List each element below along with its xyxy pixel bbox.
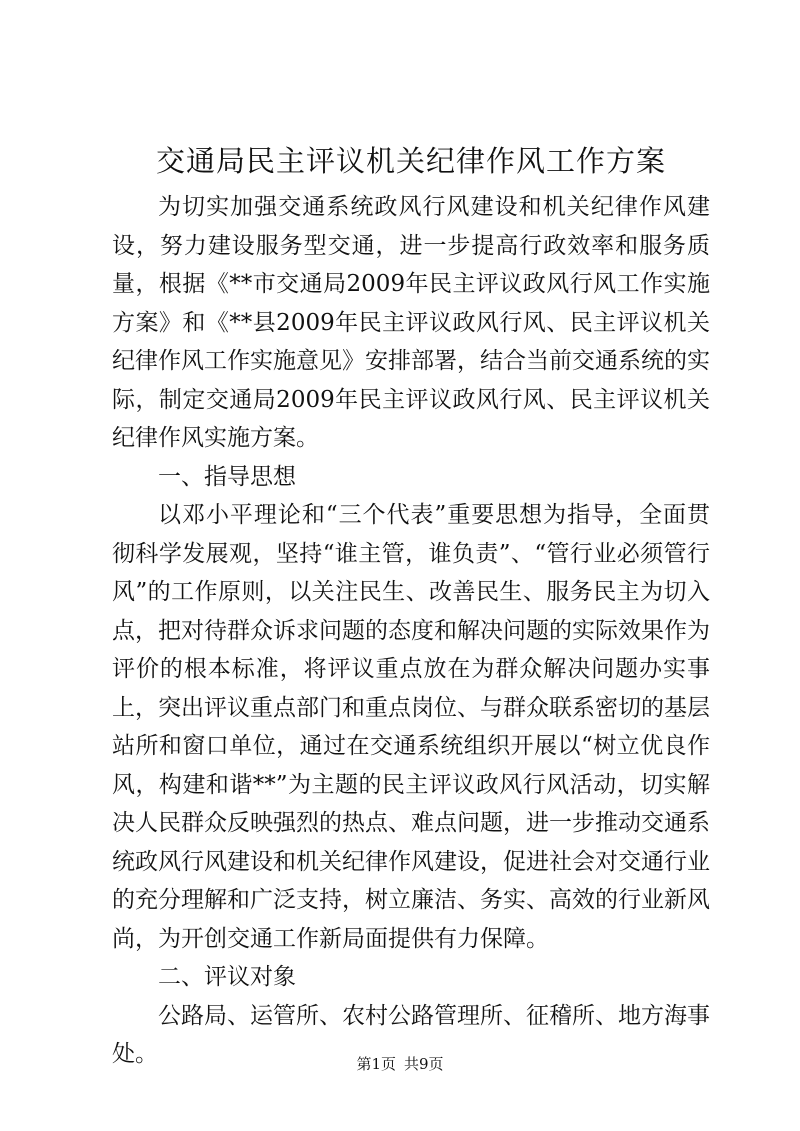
intro-paragraph: 为切实加强交通系统政风行风建设和机关纪律作风建设，努力建设服务型交通，进一步提高行政效率和服务质量，根据《**市交通局2009年民主评议政风行风工作实施方案》和《**县2009年民主评议政风行风、民主评议机关纪律作风工作实施意见》安排部署，结合当前交通系统的实际，制定交通局2009年民主评议政风行风、民主评议机关纪律作风实施方案。	[112, 194, 710, 451]
section-body-guiding-thought: 以邓小平理论和“三个代表”重要思想为指导，全面贯彻科学发展观，坚持“谁主管，谁负责”、“管行业必须管行风”的工作原则，以关注民生、改善民生、服务民主为切入点，把对待群众诉求问题的态度和解决问题的实际效果作为评价的根本标准，将评议重点放在为群众解决问题办实事上，突出评议重点部门和重点岗位、与群众联系密切的基层站所和窗口单位，通过在交通系统组织开展以“树立优良作风，构建和谐**”为主题的民主评议政风行风活动，切实解决人民群众反映强烈的热点、难点问题，进一步推动交通系统政风行风建设和机关纪律作风建设，促进社会对交通行业的充分理解和广泛支持，树立廉洁、务实、高效的行业新风尚，为开创交通工作新局面提供有力保障。	[112, 502, 710, 952]
section-heading-guiding-thought: 一、指导思想	[158, 463, 296, 490]
document-body	[112, 188, 710, 1074]
page-total: 共9页	[404, 1055, 444, 1073]
page-footer	[0, 1054, 800, 1074]
section-body-evaluation-targets: 公路局、运管所、农村公路管理所、征稽所、地方海事处。	[112, 1002, 710, 1067]
page-number: 第1页	[356, 1055, 396, 1073]
section-heading-evaluation-targets: 二、评议对象	[158, 964, 296, 990]
document-title: 交通局民主评议机关纪律作风工作方案	[155, 144, 666, 178]
